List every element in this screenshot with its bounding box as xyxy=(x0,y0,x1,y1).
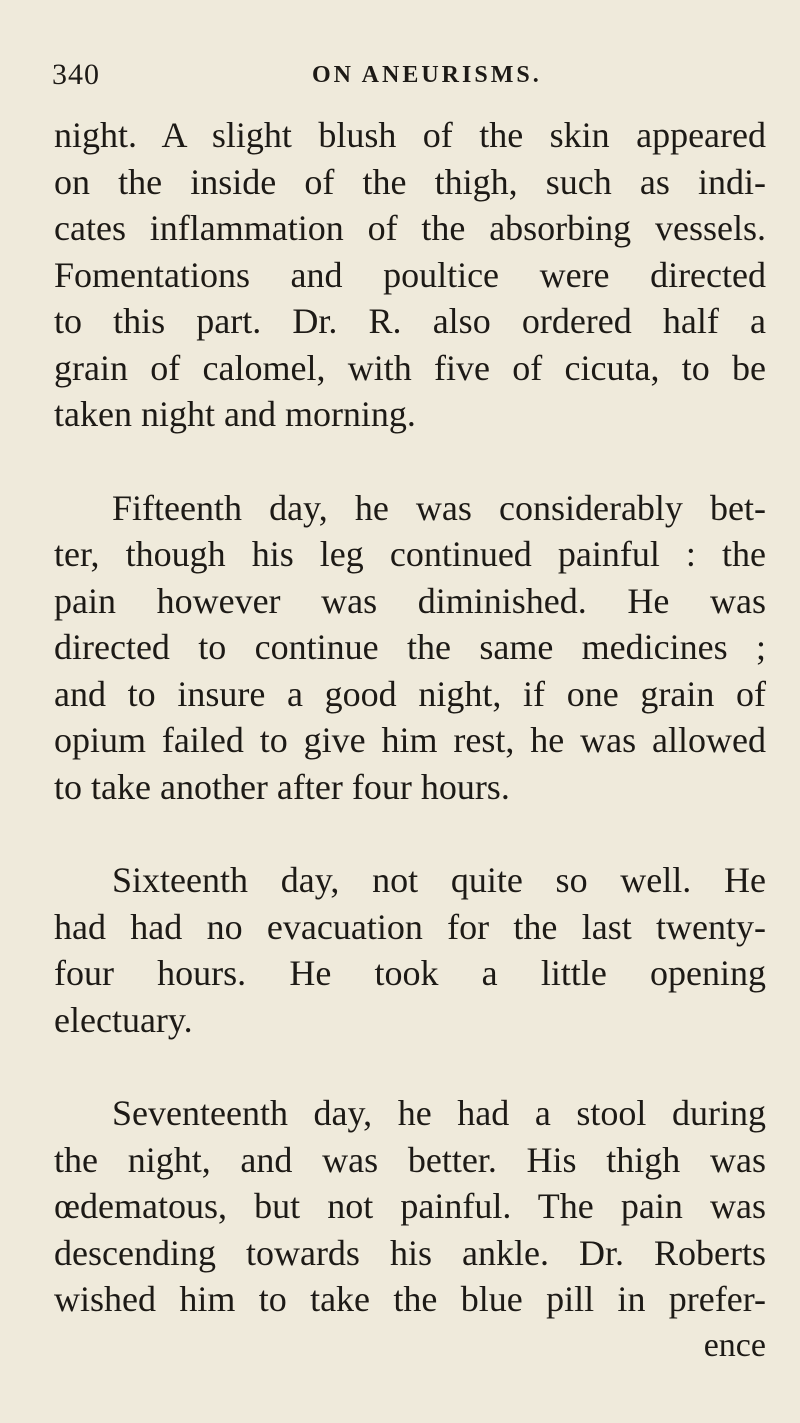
text-line: Fomentations and poultice were directed xyxy=(54,254,766,295)
text-line: descending towards his ankle. Dr. Roberts xyxy=(54,1232,766,1273)
running-head: ON ANEURISMS. xyxy=(312,62,542,88)
text-line: to take another after four hours. xyxy=(54,766,510,807)
body-text xyxy=(54,112,766,1369)
text-line: Seventeenth day, he had a stool during xyxy=(112,1093,766,1133)
text-line: taken night and morning. xyxy=(54,394,416,434)
paragraph xyxy=(54,1090,766,1369)
text-line: wished him to take the blue pill in prefer- xyxy=(54,1279,766,1319)
text-line: four hours. He took a little opening xyxy=(54,953,766,993)
text-line: directed to continue the same medicines ; xyxy=(54,627,766,667)
text-line: electuary. xyxy=(54,999,193,1040)
text-line: œdematous, but not painful. The pain was xyxy=(54,1186,766,1226)
text-line: pain however was diminished. He was xyxy=(54,580,766,621)
text-line: grain of calomel, with five of cicuta, to be xyxy=(54,347,766,388)
text-line: had had no evacuation for the last twenty- xyxy=(54,906,766,947)
text-line: on the inside of the thigh, such as indi- xyxy=(54,161,766,202)
paragraph xyxy=(54,485,766,811)
text-line: the night, and was better. His thigh was xyxy=(54,1139,766,1180)
text-line: cates inflammation of the absorbing vessels. xyxy=(54,208,766,248)
catchword: ence xyxy=(703,1326,766,1364)
paragraph xyxy=(54,857,766,1043)
paragraph xyxy=(54,112,766,438)
text-line: to this part. Dr. R. also ordered half a xyxy=(54,301,766,341)
text-line: Sixteenth day, not quite so well. He xyxy=(112,860,766,900)
text-line: night. A slight blush of the skin appeared xyxy=(54,115,766,155)
text-line: Fifteenth day, he was considerably bet- xyxy=(112,487,766,528)
text-line: opium failed to give him rest, he was allowed xyxy=(54,720,766,760)
text-line: and to insure a good night, if one grain of xyxy=(54,673,766,714)
text-line: ter, though his leg continued painful : the xyxy=(54,534,766,574)
page-number: 340 xyxy=(52,58,100,91)
page-header xyxy=(0,58,800,98)
